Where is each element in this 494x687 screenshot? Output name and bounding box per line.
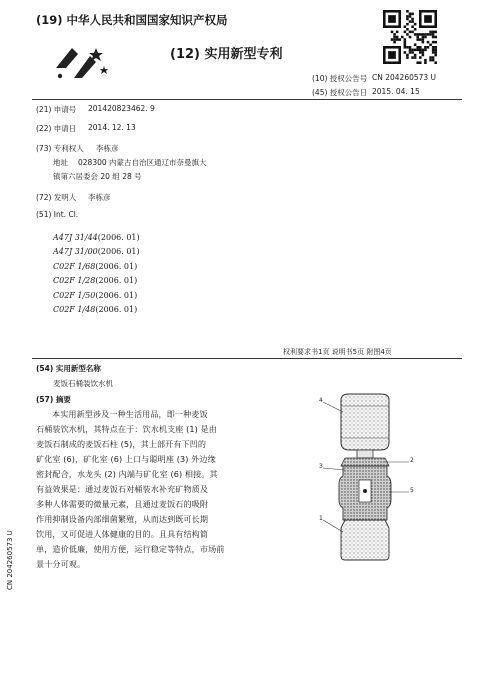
abstract-line: 密封配合，水龙头 (2) 内端与矿化室 (6) 相接。其 (36, 469, 218, 479)
abstract-line: 本实用新型涉及一种生活用品，即一种麦饭 (52, 409, 208, 419)
abstract-line: 景十分可观。 (36, 559, 86, 569)
figure-label: 3 (319, 463, 323, 470)
abstract-line: 有益效果是：通过麦饭石对桶装水补充矿物质及 (36, 484, 209, 494)
abstract-line: 单，造价低廉，使用方便，运行稳定等特点，市场前 (36, 544, 225, 554)
counts-divider (32, 358, 462, 359)
ipc-code: C02F 1/48 (53, 305, 96, 314)
ipc-version: (2006. 01) (97, 233, 140, 242)
address-label: 地址 (53, 158, 68, 167)
side-publication-number: CN 204260573 U (6, 530, 14, 590)
address-line-2: 镇第六居委会 20 组 28 号 (53, 172, 142, 181)
figure-label: 1 (319, 515, 323, 522)
title-label: (54) 实用新型名称 (36, 364, 101, 373)
abstract-line: 石桶装饮水机，其特点在于：饮水机支座 (1) 是由 (36, 424, 217, 434)
ipc-code: C02F 1/28 (53, 276, 96, 285)
utility-model-title: 麦饭石桶装饮水机 (53, 379, 113, 388)
app-date-label: (22) 申请日 (36, 124, 77, 133)
address-line-1: 028300 内蒙古自治区通辽市奈曼旗大 (78, 158, 207, 167)
pub-no: CN 204260573 U (372, 73, 437, 82)
patentee: 李栋彦 (96, 144, 119, 153)
app-no: 201420823462. 9 (88, 104, 155, 113)
app-no-label: (21) 申请号 (36, 105, 77, 114)
ipc-code: C02F 1/50 (53, 291, 96, 300)
abstract-label: (57) 摘要 (36, 395, 71, 404)
abstract-line: 多种人体需要的微量元素，且通过麦饭石的吸附 (36, 499, 209, 509)
figure-label: 2 (410, 457, 414, 464)
pub-no-label: (10) 授权公告号 (312, 74, 368, 83)
document-type: (12) 实用新型专利 (170, 47, 283, 62)
ipc-version: (2006. 01) (95, 291, 138, 300)
abstract-line: 矿化室 (6)，矿化室 (6) 上口与聪明座 (3) 外边缘 (36, 454, 216, 464)
app-date: 2014. 12. 13 (88, 123, 136, 132)
ipc-version: (2006. 01) (95, 305, 138, 314)
inventor: 李栋彦 (88, 193, 111, 202)
inventor-label: (72) 发明人 (36, 193, 77, 202)
figure-label: 4 (319, 397, 323, 404)
pub-date: 2015. 04. 15 (372, 87, 420, 96)
ipc-version: (2006. 01) (97, 247, 140, 256)
abstract-line: 作用抑制设备内部细菌繁殖，从而达到既可长期 (36, 514, 209, 524)
sipo-logo-icon (52, 44, 110, 86)
ipc-version: (2006. 01) (95, 262, 138, 271)
abstract-line: 麦饭石制成的麦饭石柱 (5)，其上部开有下凹的 (36, 439, 207, 449)
ipc-code: A47J 31/44 (53, 233, 98, 242)
ipc-code: A47J 31/00 (53, 247, 98, 256)
abstract-drawing (305, 392, 415, 568)
ipc-label: (51) Int. Cl. (36, 210, 79, 219)
abstract-line: 饮用，又可促进人体健康的目的。且具有结构简 (36, 529, 209, 539)
ipc-code: C02F 1/68 (53, 262, 96, 271)
page-counts: 权利要求书1页 说明书5页 附图4页 (283, 348, 392, 356)
pub-date-label: (45) 授权公告日 (312, 88, 368, 97)
header-divider (32, 99, 462, 100)
ipc-row (53, 297, 137, 316)
figure-label: 5 (410, 487, 414, 494)
patentee-label: (73) 专利权人 (36, 144, 84, 153)
ipc-version: (2006. 01) (95, 276, 138, 285)
office-name: (19) 中华人民共和国国家知识产权局 (36, 13, 228, 27)
qr-code (383, 10, 437, 68)
